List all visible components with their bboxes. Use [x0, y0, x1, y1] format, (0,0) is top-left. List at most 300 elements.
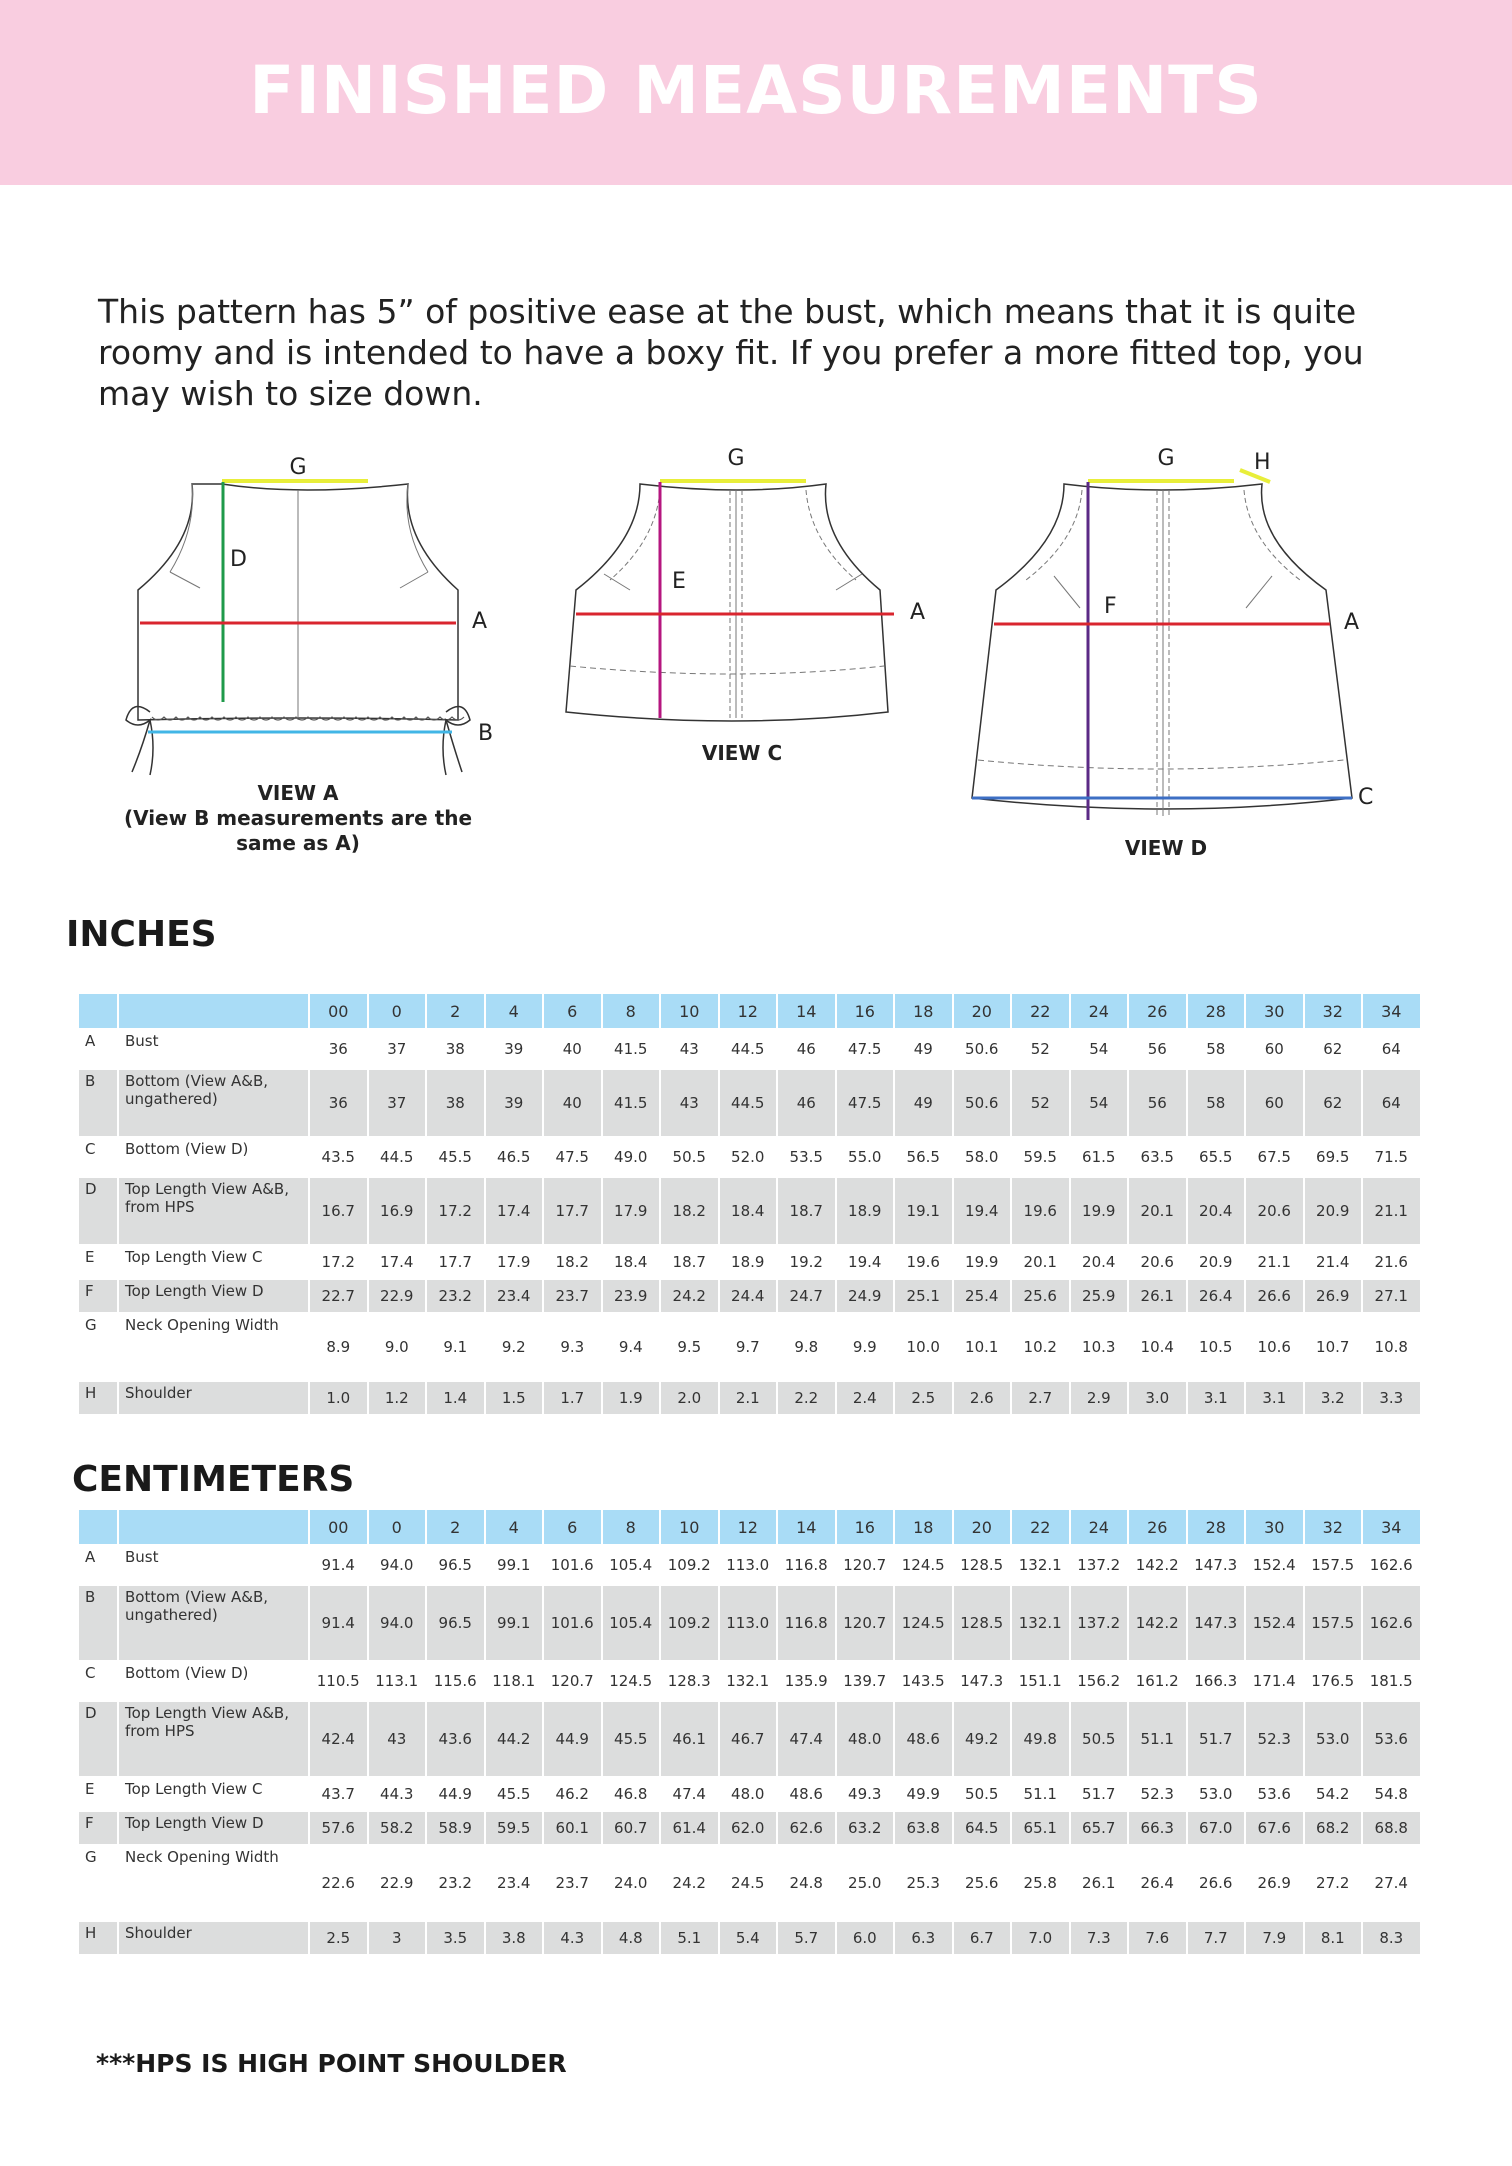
value-cell: 9.1 [443, 1338, 468, 1356]
value-cell: 137.2 [1071, 1586, 1128, 1660]
value-cell: 9.5 [677, 1338, 702, 1356]
size-header-cell: 0 [369, 994, 426, 1028]
value-cell: 24.8 [789, 1874, 823, 1892]
size-header-cell: 6 [544, 1510, 601, 1544]
size-header-cell: 32 [1305, 994, 1362, 1028]
row-label: Top Length View A&B, from HPS [119, 1178, 308, 1244]
size-header-cell: 28 [1188, 994, 1245, 1028]
value-cell: 19.6 [1012, 1178, 1069, 1244]
value-cell: 44.9 [544, 1702, 601, 1776]
value-cell: 67.6 [1246, 1812, 1303, 1844]
row-label: Neck Opening Width [125, 1848, 279, 1866]
value-cell: 17.2 [427, 1178, 484, 1244]
value-cell: 24.9 [837, 1280, 894, 1312]
value-cell: 37 [369, 1070, 426, 1136]
value-cell: 94.0 [369, 1586, 426, 1660]
value-cell: 22.9 [380, 1874, 414, 1892]
value-cell: 23.7 [544, 1280, 601, 1312]
value-cell: 7.7 [1188, 1922, 1245, 1954]
value-cell: 53.0 [1199, 1785, 1233, 1803]
value-cell: 27.4 [1374, 1874, 1408, 1892]
value-cell: 137.2 [1077, 1556, 1121, 1574]
value-cell: 24.0 [614, 1874, 648, 1892]
row-letter: D [79, 1702, 117, 1776]
value-cell: 48.0 [837, 1702, 894, 1776]
measurement-row [79, 1846, 1420, 1920]
value-cell: 46.1 [661, 1702, 718, 1776]
value-cell: 24.2 [672, 1874, 706, 1892]
tie-left [126, 707, 153, 775]
value-cell: 96.5 [427, 1586, 484, 1660]
value-cell: 17.7 [544, 1178, 601, 1244]
value-cell: 40 [562, 1040, 582, 1058]
value-cell: 49.0 [614, 1148, 648, 1166]
value-cell: 17.4 [486, 1178, 543, 1244]
value-cell: 47.5 [555, 1148, 589, 1166]
centimeters-heading: CENTIMETERS [72, 1459, 355, 1500]
value-cell: 44.2 [486, 1702, 543, 1776]
value-cell: 23.9 [603, 1280, 660, 1312]
value-cell: 1.9 [603, 1382, 660, 1414]
size-header-cell: 00 [310, 994, 367, 1028]
value-cell: 24.7 [778, 1280, 835, 1312]
value-cell: 116.8 [784, 1556, 828, 1574]
value-cell: 65.7 [1071, 1812, 1128, 1844]
value-cell: 71.5 [1374, 1148, 1408, 1166]
value-cell: 55.0 [848, 1148, 882, 1166]
view-d-letter-h: H [1254, 450, 1271, 475]
value-cell: 152.4 [1252, 1556, 1296, 1574]
value-cell: 67.0 [1188, 1812, 1245, 1844]
view-a-letter-d: D [230, 547, 247, 572]
value-cell: 20.1 [1023, 1253, 1057, 1271]
value-cell: 18.2 [555, 1253, 589, 1271]
size-header-cell: 18 [895, 994, 952, 1028]
value-cell: 40 [544, 1070, 601, 1136]
value-cell: 65.5 [1199, 1148, 1233, 1166]
value-cell: 132.1 [1018, 1556, 1062, 1574]
value-cell: 51.1 [1129, 1702, 1186, 1776]
value-cell: 45.5 [438, 1148, 472, 1166]
value-cell: 27.2 [1316, 1874, 1350, 1892]
value-cell: 152.4 [1246, 1586, 1303, 1660]
value-cell: 20.4 [1082, 1253, 1116, 1271]
value-cell: 9.9 [852, 1338, 877, 1356]
value-cell: 9.0 [384, 1338, 409, 1356]
value-cell: 124.5 [609, 1672, 653, 1690]
view-c-letter-e: E [672, 569, 686, 594]
measurement-row [79, 1280, 1420, 1312]
value-cell: 3.0 [1129, 1382, 1186, 1414]
size-header-cell: 4 [486, 1510, 543, 1544]
measurement-row [79, 1178, 1420, 1244]
value-cell: 128.5 [954, 1586, 1011, 1660]
title-banner [0, 0, 1512, 185]
size-header-cell: 10 [661, 994, 718, 1028]
intro-text: This pattern has 5” of positive ease at the bust, which means that it is quite roomy and is intended to have a boxy fit. If you prefer a more fitted top, you may wish to size down. [98, 292, 1364, 413]
value-cell: 58 [1188, 1070, 1245, 1136]
value-cell: 161.2 [1135, 1672, 1179, 1690]
value-cell: 10.4 [1140, 1338, 1174, 1356]
value-cell: 39 [486, 1070, 543, 1136]
value-cell: 45.5 [603, 1702, 660, 1776]
value-cell: 157.5 [1305, 1586, 1362, 1660]
row-label: Bottom (View D) [125, 1140, 249, 1158]
size-header-cell: 26 [1129, 1510, 1186, 1544]
value-cell: 19.6 [906, 1253, 940, 1271]
row-letter: E [85, 1780, 95, 1798]
value-cell: 50.5 [965, 1785, 999, 1803]
value-cell: 17.9 [603, 1178, 660, 1244]
value-cell: 18.9 [731, 1253, 765, 1271]
row-letter: F [79, 1280, 117, 1312]
value-cell: 109.2 [661, 1586, 718, 1660]
row-letter: A [85, 1032, 96, 1050]
value-cell: 26.4 [1188, 1280, 1245, 1312]
value-cell: 24.5 [731, 1874, 765, 1892]
value-cell: 58.0 [965, 1148, 999, 1166]
value-cell: 50.5 [672, 1148, 706, 1166]
value-cell: 7.6 [1129, 1922, 1186, 1954]
size-header-cell: 22 [1012, 1510, 1069, 1544]
size-header-cell: 2 [427, 994, 484, 1028]
value-cell: 43 [679, 1040, 699, 1058]
value-cell: 20.6 [1246, 1178, 1303, 1244]
value-cell: 60 [1264, 1040, 1284, 1058]
value-cell: 3.2 [1305, 1382, 1362, 1414]
value-cell: 24.4 [720, 1280, 777, 1312]
value-cell: 37 [387, 1040, 407, 1058]
size-header-cell: 0 [369, 1510, 426, 1544]
size-header-cell: 22 [1012, 994, 1069, 1028]
value-cell: 18.2 [661, 1178, 718, 1244]
header-blank-cell [119, 1510, 308, 1544]
size-header-cell: 16 [837, 994, 894, 1028]
value-cell: 64.5 [954, 1812, 1011, 1844]
centimeters-table [77, 1508, 1422, 1956]
size-header-cell: 28 [1188, 1510, 1245, 1544]
size-header-cell: 14 [778, 994, 835, 1028]
view-a-note-line-1: (View B measurements are the [123, 806, 473, 830]
value-cell: 151.1 [1018, 1672, 1062, 1690]
value-cell: 9.2 [501, 1338, 526, 1356]
value-cell: 44.9 [438, 1785, 472, 1803]
value-cell: 63.8 [895, 1812, 952, 1844]
view-c-title: VIEW C [701, 741, 783, 765]
size-header-cell: 4 [486, 994, 543, 1028]
measurement-row [79, 1314, 1420, 1380]
view-a-title: VIEW A [257, 781, 339, 805]
value-cell: 25.9 [1071, 1280, 1128, 1312]
measurement-row [79, 1702, 1420, 1776]
value-cell: 54.8 [1374, 1785, 1408, 1803]
size-header-cell: 34 [1363, 1510, 1420, 1544]
measurement-row [79, 1138, 1420, 1176]
view-d-letter-g: G [1157, 446, 1175, 471]
row-label: Shoulder [119, 1922, 308, 1954]
size-header-cell: 18 [895, 1510, 952, 1544]
value-cell: 21.1 [1363, 1178, 1420, 1244]
row-label: Bust [125, 1032, 159, 1050]
value-cell: 58.2 [369, 1812, 426, 1844]
value-cell: 17.4 [380, 1253, 414, 1271]
value-cell: 38 [427, 1070, 484, 1136]
value-cell: 128.3 [667, 1672, 711, 1690]
value-cell: 49.9 [906, 1785, 940, 1803]
value-cell: 27.1 [1363, 1280, 1420, 1312]
row-label: Bottom (View A&B, ungathered) [119, 1070, 308, 1136]
value-cell: 3.5 [427, 1922, 484, 1954]
value-cell: 10.6 [1257, 1338, 1291, 1356]
row-label: Top Length View D [119, 1280, 308, 1312]
measurement-row [79, 1382, 1420, 1414]
value-cell: 36 [310, 1070, 367, 1136]
value-cell: 113.0 [720, 1586, 777, 1660]
value-cell: 7.0 [1012, 1922, 1069, 1954]
value-cell: 26.6 [1246, 1280, 1303, 1312]
value-cell: 26.1 [1129, 1280, 1186, 1312]
row-label: Top Length View A&B, from HPS [119, 1702, 308, 1776]
tie-right [443, 707, 470, 775]
value-cell: 63.5 [1140, 1148, 1174, 1166]
value-cell: 25.0 [848, 1874, 882, 1892]
value-cell: 181.5 [1369, 1672, 1413, 1690]
row-letter: F [79, 1812, 117, 1844]
value-cell: 64 [1381, 1040, 1401, 1058]
value-cell: 19.4 [848, 1253, 882, 1271]
value-cell: 94.0 [380, 1556, 414, 1574]
value-cell: 48.0 [731, 1785, 765, 1803]
value-cell: 62.0 [720, 1812, 777, 1844]
value-cell: 171.4 [1252, 1672, 1296, 1690]
value-cell: 1.4 [427, 1382, 484, 1414]
value-cell: 61.5 [1082, 1148, 1116, 1166]
measurement-row [79, 1546, 1420, 1584]
value-cell: 10.3 [1082, 1338, 1116, 1356]
value-cell: 10.2 [1023, 1338, 1057, 1356]
value-cell: 46.7 [720, 1702, 777, 1776]
value-cell: 4.8 [603, 1922, 660, 1954]
value-cell: 142.2 [1129, 1586, 1186, 1660]
value-cell: 166.3 [1194, 1672, 1238, 1690]
row-label: Shoulder [119, 1382, 308, 1414]
header-blank-cell [79, 994, 117, 1028]
header-blank-cell [79, 1510, 117, 1544]
value-cell: 2.5 [895, 1382, 952, 1414]
size-header-cell: 10 [661, 1510, 718, 1544]
value-cell: 21.4 [1316, 1253, 1350, 1271]
value-cell: 116.8 [778, 1586, 835, 1660]
size-header-row [79, 1510, 1420, 1544]
value-cell: 99.1 [497, 1556, 531, 1574]
value-cell: 20.6 [1140, 1253, 1174, 1271]
view-d-diagram [972, 484, 1352, 816]
value-cell: 5.7 [778, 1922, 835, 1954]
row-label: Top Length View D [119, 1812, 308, 1844]
row-letter: G [85, 1316, 97, 1334]
view-d-letter-c: C [1358, 785, 1374, 810]
value-cell: 18.9 [837, 1178, 894, 1244]
value-cell: 26.9 [1305, 1280, 1362, 1312]
value-cell: 60.1 [544, 1812, 601, 1844]
value-cell: 49.2 [954, 1702, 1011, 1776]
value-cell: 50.5 [1071, 1702, 1128, 1776]
value-cell: 61.4 [661, 1812, 718, 1844]
value-cell: 46.8 [614, 1785, 648, 1803]
value-cell: 53.6 [1257, 1785, 1291, 1803]
value-cell: 120.7 [837, 1586, 894, 1660]
value-cell: 62.6 [778, 1812, 835, 1844]
value-cell: 49 [913, 1040, 933, 1058]
value-cell: 162.6 [1363, 1586, 1420, 1660]
value-cell: 10.5 [1199, 1338, 1233, 1356]
value-cell: 41.5 [614, 1040, 648, 1058]
row-label: Bottom (View D) [125, 1664, 249, 1682]
value-cell: 52 [1030, 1040, 1050, 1058]
value-cell: 17.9 [497, 1253, 531, 1271]
row-letter: H [79, 1922, 117, 1954]
value-cell: 157.5 [1311, 1556, 1355, 1574]
size-header-cell: 8 [603, 1510, 660, 1544]
inches-heading: INCHES [66, 914, 217, 955]
value-cell: 21.6 [1374, 1253, 1408, 1271]
value-cell: 23.2 [427, 1280, 484, 1312]
size-header-cell: 32 [1305, 1510, 1362, 1544]
value-cell: 96.5 [438, 1556, 472, 1574]
value-cell: 16.9 [369, 1178, 426, 1244]
size-header-cell: 12 [720, 994, 777, 1028]
value-cell: 7.3 [1071, 1922, 1128, 1954]
value-cell: 60 [1246, 1070, 1303, 1136]
value-cell: 113.1 [375, 1672, 419, 1690]
view-a-letter-g: G [289, 455, 307, 480]
value-cell: 47.5 [848, 1040, 882, 1058]
value-cell: 5.4 [720, 1922, 777, 1954]
value-cell: 101.6 [550, 1556, 594, 1574]
value-cell: 54 [1089, 1040, 1109, 1058]
value-cell: 9.8 [794, 1338, 819, 1356]
row-letter: E [85, 1248, 95, 1266]
value-cell: 63.2 [837, 1812, 894, 1844]
value-cell: 2.5 [310, 1922, 367, 1954]
value-cell: 10.0 [906, 1338, 940, 1356]
value-cell: 25.6 [965, 1874, 999, 1892]
size-header-cell: 6 [544, 994, 601, 1028]
value-cell: 113.0 [726, 1556, 770, 1574]
value-cell: 7.9 [1246, 1922, 1303, 1954]
value-cell: 38 [445, 1040, 465, 1058]
value-cell: 43.6 [427, 1702, 484, 1776]
value-cell: 26.1 [1082, 1874, 1116, 1892]
garment-illustrations [0, 430, 1512, 880]
value-cell: 48.6 [789, 1785, 823, 1803]
view-c-letter-g: G [727, 446, 745, 471]
value-cell: 3 [369, 1922, 426, 1954]
size-header-row [79, 994, 1420, 1028]
value-cell: 62 [1305, 1070, 1362, 1136]
value-cell: 43.5 [321, 1148, 355, 1166]
view-a-letter-b: B [478, 721, 494, 746]
size-header-cell: 00 [310, 1510, 367, 1544]
size-header-cell: 16 [837, 1510, 894, 1544]
value-cell: 4.3 [544, 1922, 601, 1954]
value-cell: 47.5 [837, 1070, 894, 1136]
measurement-row [79, 1778, 1420, 1810]
value-cell: 105.4 [603, 1586, 660, 1660]
value-cell: 18.4 [614, 1253, 648, 1271]
value-cell: 142.2 [1135, 1556, 1179, 1574]
value-cell: 124.5 [895, 1586, 952, 1660]
view-d-letter-a: A [1344, 610, 1360, 635]
illustration-svg [0, 430, 1512, 880]
value-cell: 162.6 [1369, 1556, 1413, 1574]
value-cell: 20.4 [1188, 1178, 1245, 1244]
view-c-outline [566, 484, 888, 721]
value-cell: 120.7 [843, 1556, 887, 1574]
row-letter: D [79, 1178, 117, 1244]
value-cell: 46 [778, 1070, 835, 1136]
value-cell: 19.2 [789, 1253, 823, 1271]
value-cell: 44.5 [380, 1148, 414, 1166]
value-cell: 6.3 [895, 1922, 952, 1954]
value-cell: 48.6 [895, 1702, 952, 1776]
value-cell: 53.6 [1363, 1702, 1420, 1776]
value-cell: 50.6 [954, 1070, 1011, 1136]
value-cell: 22.6 [321, 1874, 355, 1892]
value-cell: 54.2 [1316, 1785, 1350, 1803]
value-cell: 1.7 [544, 1382, 601, 1414]
value-cell: 20.9 [1199, 1253, 1233, 1271]
size-header-cell: 30 [1246, 1510, 1303, 1544]
value-cell: 52 [1012, 1070, 1069, 1136]
value-cell: 99.1 [486, 1586, 543, 1660]
value-cell: 52.3 [1246, 1702, 1303, 1776]
value-cell: 2.4 [837, 1382, 894, 1414]
value-cell: 25.8 [1023, 1874, 1057, 1892]
value-cell: 42.4 [310, 1702, 367, 1776]
measurement-row [79, 1246, 1420, 1278]
size-header-cell: 8 [603, 994, 660, 1028]
row-letter: B [79, 1586, 117, 1660]
value-cell: 2.1 [720, 1382, 777, 1414]
value-cell: 3.1 [1246, 1382, 1303, 1414]
value-cell: 2.7 [1012, 1382, 1069, 1414]
value-cell: 3.3 [1363, 1382, 1420, 1414]
row-letter: G [85, 1848, 97, 1866]
row-letter: B [79, 1070, 117, 1136]
value-cell: 56 [1147, 1040, 1167, 1058]
value-cell: 24.2 [661, 1280, 718, 1312]
value-cell: 16.7 [310, 1178, 367, 1244]
value-cell: 143.5 [901, 1672, 945, 1690]
value-cell: 68.8 [1363, 1812, 1420, 1844]
value-cell: 54 [1071, 1070, 1128, 1136]
value-cell: 26.4 [1140, 1874, 1174, 1892]
value-cell: 8.9 [326, 1338, 351, 1356]
value-cell: 6.0 [837, 1922, 894, 1954]
row-label: Top Length View C [125, 1780, 263, 1798]
value-cell: 91.4 [321, 1556, 355, 1574]
value-cell: 25.3 [906, 1874, 940, 1892]
value-cell: 9.4 [618, 1338, 643, 1356]
value-cell: 49.3 [848, 1785, 882, 1803]
value-cell: 60.7 [603, 1812, 660, 1844]
value-cell: 2.6 [954, 1382, 1011, 1414]
value-cell: 1.0 [310, 1382, 367, 1414]
row-letter: H [79, 1382, 117, 1414]
value-cell: 17.2 [321, 1253, 355, 1271]
value-cell: 2.0 [661, 1382, 718, 1414]
